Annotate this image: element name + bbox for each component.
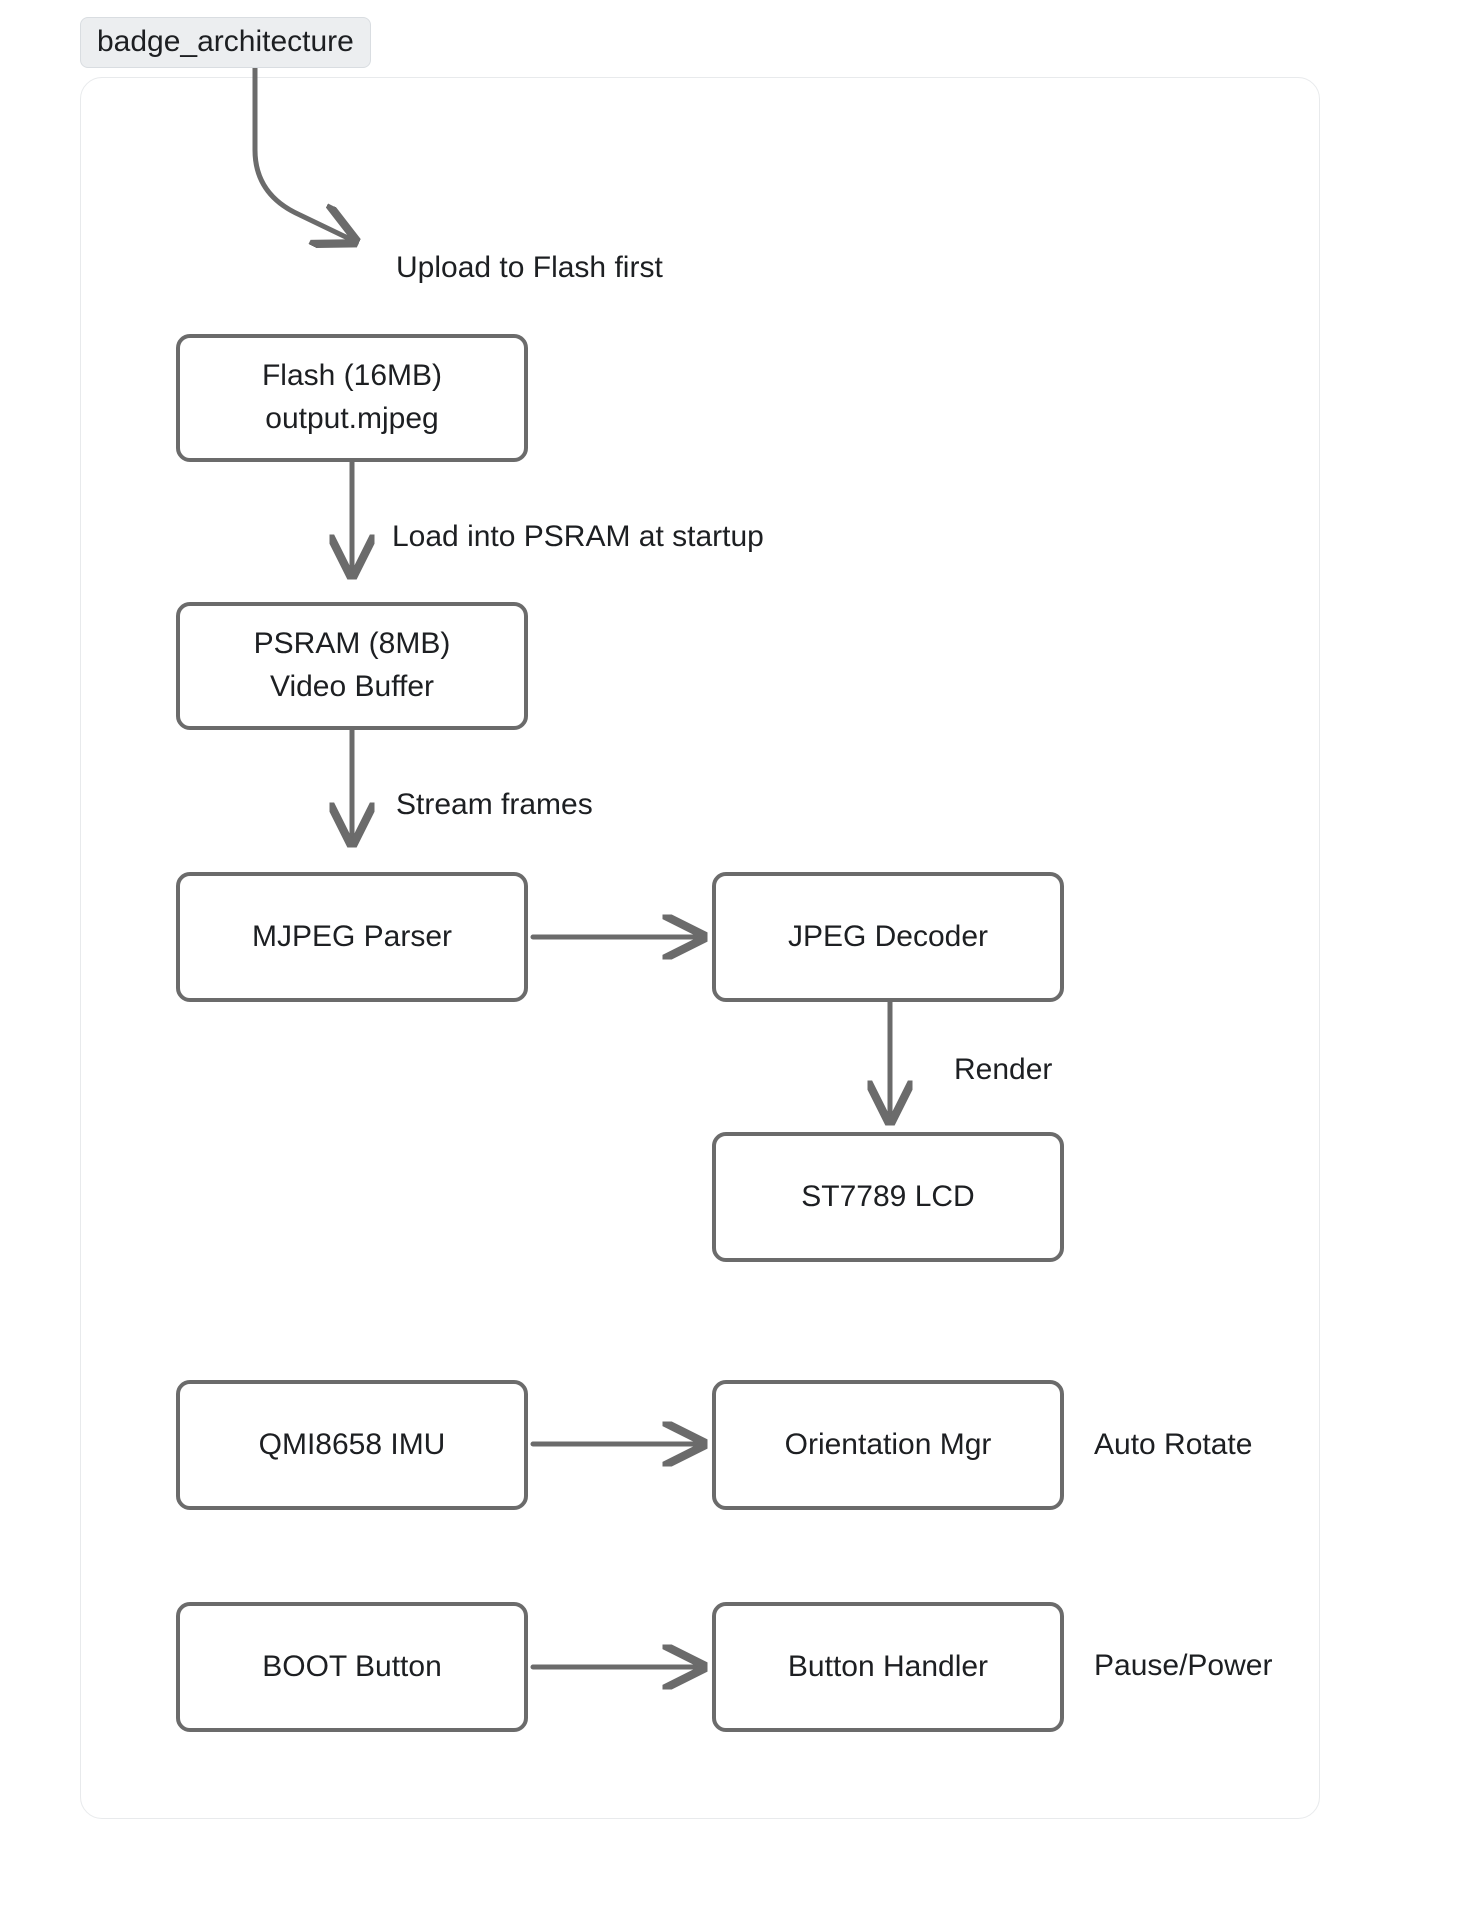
edge-label-auto-rotate: Auto Rotate (1094, 1428, 1253, 1461)
node-qmi8658-imu-label: QMI8658 IMU (258, 1427, 446, 1461)
edge-label-upload: Upload to Flash first (396, 251, 663, 284)
edge-label-stream: Stream frames (396, 788, 593, 821)
node-flash-line2: output.mjpeg (265, 402, 439, 435)
edge-label-render: Render (954, 1053, 1053, 1086)
node-boot-button-label: BOOT Button (262, 1649, 442, 1683)
edge-label-pause-power: Pause/Power (1094, 1649, 1273, 1682)
node-mjpeg-parser[interactable] (176, 872, 528, 1002)
node-flash-line1: Flash (16MB) (261, 359, 443, 393)
node-jpeg-decoder-label: JPEG Decoder (787, 919, 989, 953)
node-psram[interactable] (176, 602, 528, 730)
node-qmi8658-imu[interactable] (176, 1380, 528, 1510)
node-orientation-mgr[interactable] (712, 1380, 1064, 1510)
node-st7789-lcd[interactable] (712, 1132, 1064, 1262)
node-button-handler-label: Button Handler (787, 1649, 989, 1683)
node-boot-button[interactable] (176, 1602, 528, 1732)
node-st7789-lcd-label: ST7789 LCD (801, 1179, 975, 1213)
node-flash[interactable] (176, 334, 528, 462)
node-psram-line2: Video Buffer (269, 670, 435, 703)
diagram-title-chip: badge_architecture (80, 17, 371, 68)
node-psram-line1: PSRAM (8MB) (253, 627, 451, 661)
node-button-handler[interactable] (712, 1602, 1064, 1732)
node-mjpeg-parser-label: MJPEG Parser (251, 919, 453, 953)
node-orientation-mgr-label: Orientation Mgr (784, 1427, 992, 1461)
node-jpeg-decoder[interactable] (712, 872, 1064, 1002)
edge-label-load: Load into PSRAM at startup (392, 520, 764, 553)
